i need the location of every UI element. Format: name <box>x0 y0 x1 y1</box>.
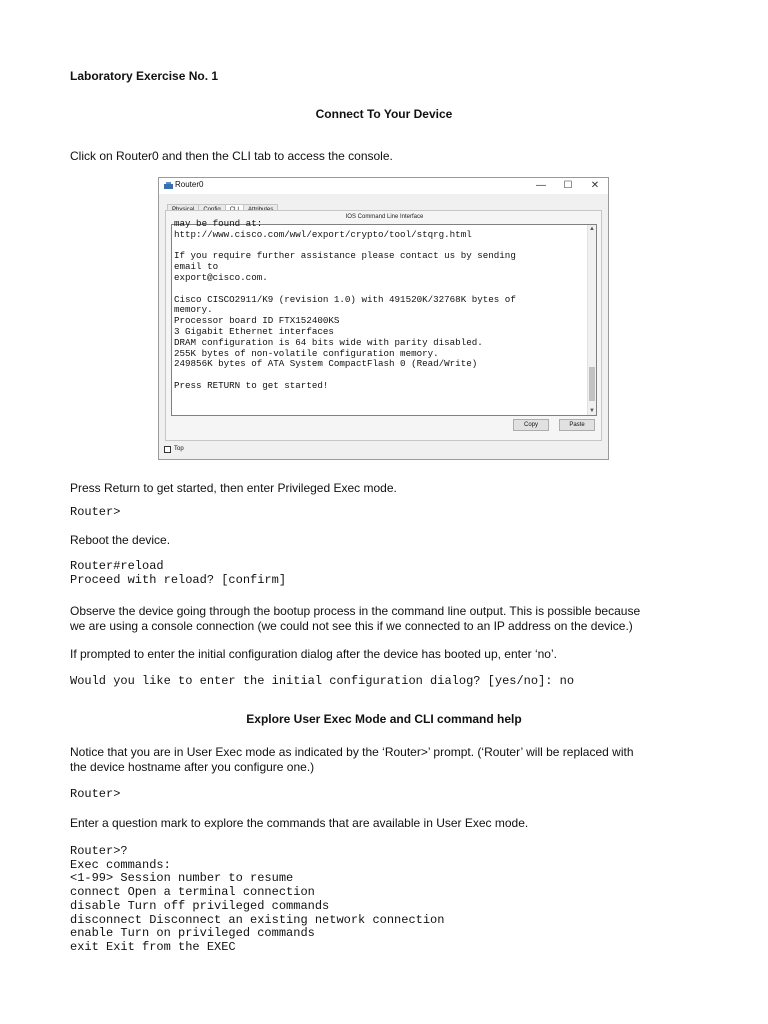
paragraph-user-exec-line2: the device hostname after you configure one.) <box>70 760 315 774</box>
maximize-icon[interactable]: ☐ <box>563 180 573 191</box>
close-icon[interactable]: ✕ <box>590 180 600 191</box>
paste-button[interactable]: Paste <box>559 419 595 431</box>
section-heading-user-exec: Explore User Exec Mode and CLI command help <box>246 712 522 726</box>
code-router-prompt: Router> <box>70 505 121 519</box>
paragraph-observe-line1: Observe the device going through the bootup process in the command line output. This is possible because <box>70 604 641 618</box>
paragraph-question-mark: Enter a question mark to explore the commands that are available in User Exec mode. <box>70 816 529 830</box>
paragraph-click-router: Click on Router0 and then the CLI tab to access the console. <box>70 149 393 163</box>
paragraph-press-return: Press Return to get started, then enter Privileged Exec mode. <box>70 481 397 495</box>
router-icon <box>164 181 173 190</box>
lab-title: Laboratory Exercise No. 1 <box>70 69 219 83</box>
paragraph-initial-config: If prompted to enter the initial configuration dialog after the device has booted up, enter ‘no’. <box>70 647 557 661</box>
paragraph-user-exec-line1: Notice that you are in User Exec mode as indicated by the ‘Router>’ prompt. (‘Router’ will be replaced with <box>70 745 634 759</box>
code-initial-config: Would you like to enter the initial configuration dialog? [yes/no]: no <box>70 674 575 688</box>
minimize-icon[interactable]: — <box>536 180 546 191</box>
top-checkbox[interactable] <box>164 446 171 453</box>
router-cli-screenshot <box>158 177 609 460</box>
panel-title: IOS Command Line Interface <box>345 214 424 220</box>
tab-bar <box>167 198 277 210</box>
console-scrollbar[interactable] <box>587 225 596 415</box>
code-router-prompt-2: Router> <box>70 787 121 801</box>
top-checkbox-label: Top <box>174 446 184 452</box>
paragraph-reboot: Reboot the device. <box>70 533 171 547</box>
scrollbar-thumb[interactable] <box>589 367 595 401</box>
code-exec-commands: Router>? Exec commands: <1-99> Session number to resume connect Open a terminal connection disable Turn off privileged commands disconnect Disconnect an existing network connection enable Turn on privileged commands exit Exit from the EXEC <box>70 844 445 954</box>
section-heading-connect: Connect To Your Device <box>315 107 453 121</box>
window-title: Router0 <box>175 180 204 189</box>
chevron-up-icon[interactable]: ▲ <box>589 226 595 232</box>
console-output[interactable] <box>171 218 597 416</box>
copy-button[interactable]: Copy <box>513 419 549 431</box>
paragraph-observe-line2: we are using a console connection (we could not see this if we connected to an IP address on the device.) <box>70 619 633 633</box>
console-text: may be found at: http://www.cisco.com/wwl/export/crypto/tool/stqrg.html If you require further assistance please contact us by sending email to export@cisco.com. Cisco CISCO2911/K9 (revision 1.0) with 491520K/32768K bytes of memory. Processor board ID FTX152400KS 3 Gigabit Ethernet interfaces DRAM configuration is 64 bits wide with parity disabled. 255K bytes of non-volatile configuration memory. 249856K bytes of ATA System CompactFlash 0 (Read/Write) Press RETURN to get started! <box>174 218 516 391</box>
window-titlebar <box>159 178 608 194</box>
code-reload: Router#reload Proceed with reload? [confirm] <box>70 559 287 587</box>
cli-panel <box>165 210 602 441</box>
chevron-down-icon[interactable]: ▼ <box>589 408 595 414</box>
